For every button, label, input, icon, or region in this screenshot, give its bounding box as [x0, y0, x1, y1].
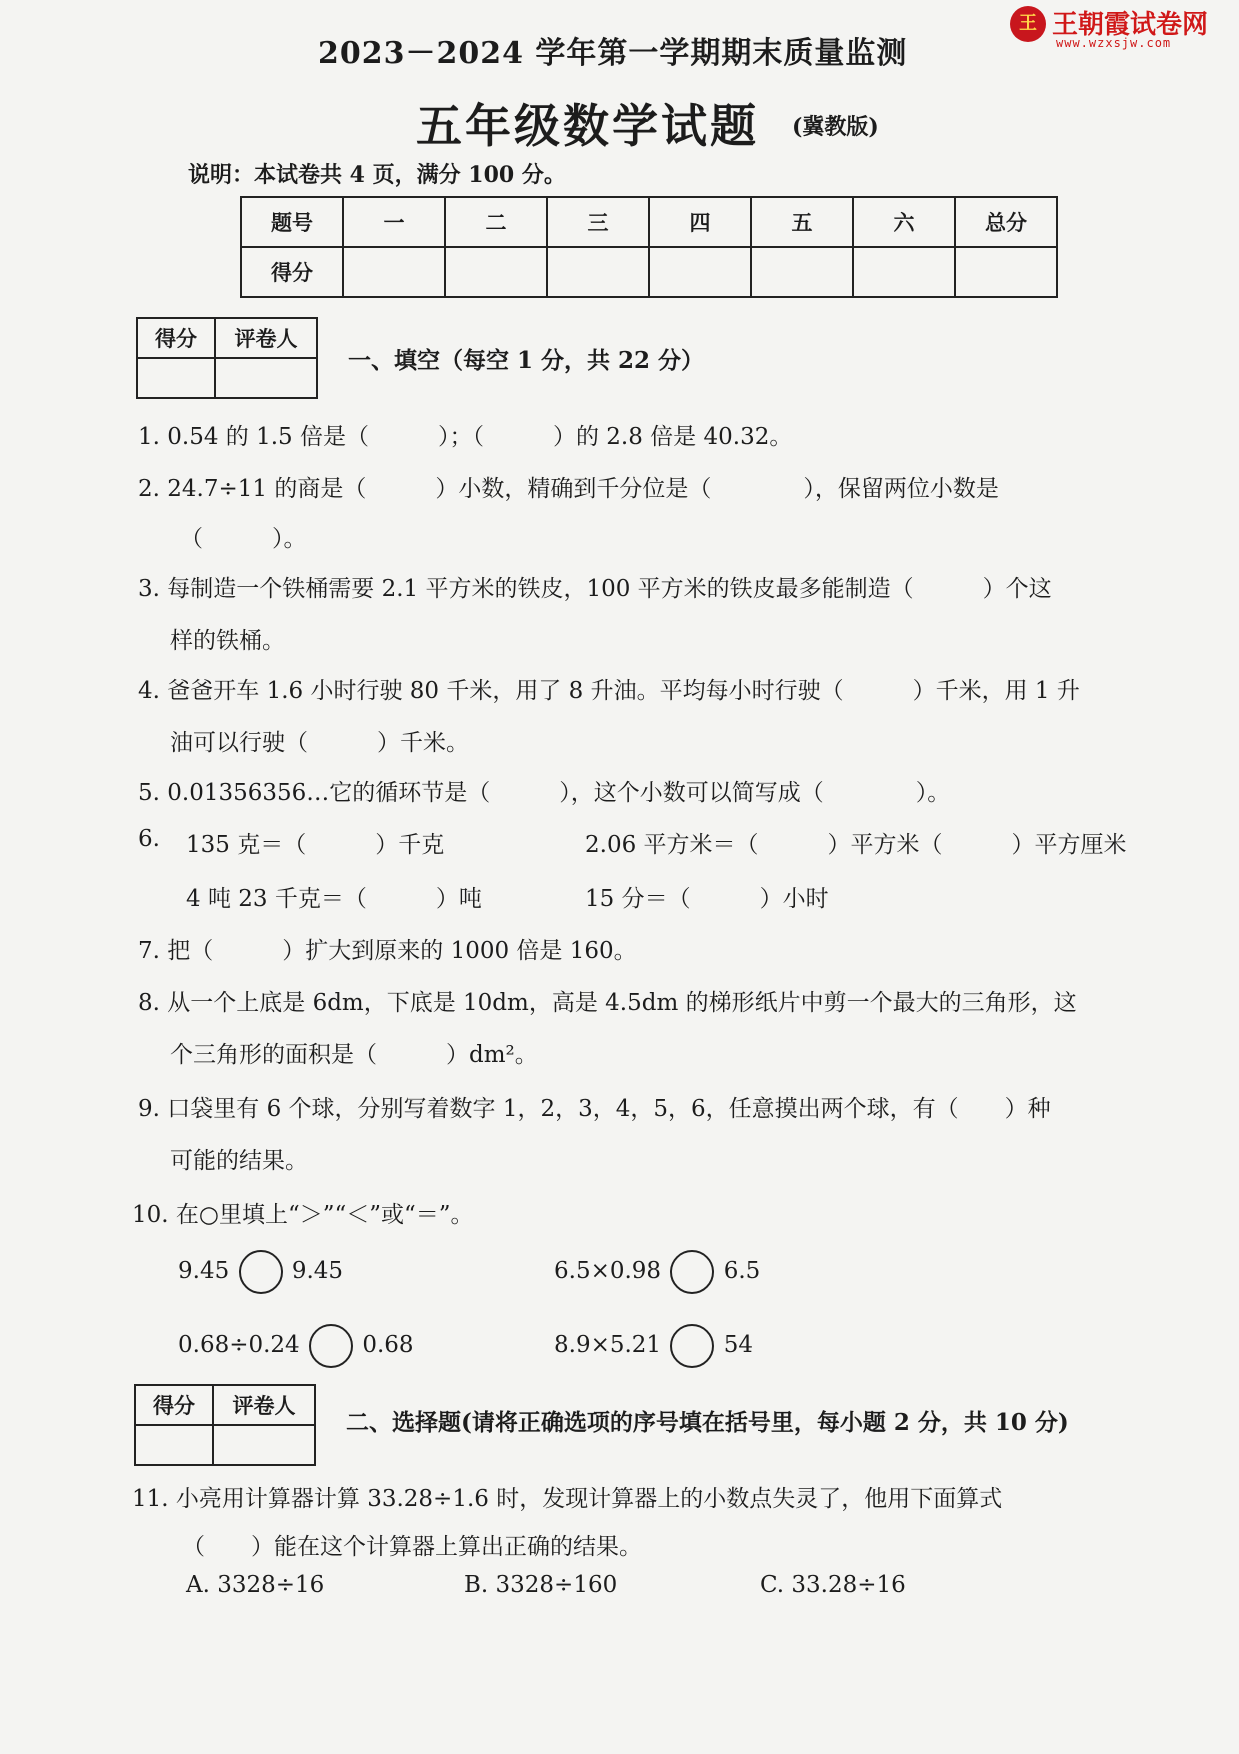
score-table-cell: 得分 [241, 247, 343, 297]
compare-row-3 [178, 1324, 414, 1368]
option-a: A. 3328÷16 [186, 1572, 325, 1598]
compare-row-4 [554, 1324, 753, 1368]
compare-circle-3[interactable] [309, 1324, 353, 1368]
question-1: 1. 0.54 的 1.5 倍是（ ）；（ ）的 2.8 倍是 40.32。 [138, 424, 793, 450]
question-9-line1: 9. 口袋里有 6 个球，分别写着数字 1，2，3，4，5，6，任意摸出两个球，有（ ）种 [138, 1096, 1051, 1122]
question-9-line2: 可能的结果。 [170, 1148, 308, 1174]
compare-circle-1[interactable] [239, 1250, 283, 1294]
grade-box-grader-entry[interactable] [213, 1425, 315, 1465]
grade-box-section1 [136, 317, 318, 399]
question-3-line1: 3. 每制造一个铁桶需要 2.1 平方米的铁皮，100 平方米的铁皮最多能制造（ ）个这 [138, 576, 1052, 602]
watermark-logo [1010, 4, 1232, 50]
score-table-cell: 三 [547, 197, 649, 247]
score-table-cell: 题号 [241, 197, 343, 247]
score-table-cell: 五 [751, 197, 853, 247]
option-c: C. 33.28÷16 [760, 1572, 906, 1598]
score-table-cell: 总分 [955, 197, 1057, 247]
grade-box-score-label: 得分 [137, 318, 215, 358]
watermark-name: 王朝霞试卷网 [1052, 10, 1209, 40]
question-10: 10. 在○里填上“＞”“＜”或“＝”。 [132, 1202, 474, 1228]
question-6a: 135 克＝（ ）千克 [186, 832, 445, 858]
option-b: B. 3328÷160 [464, 1572, 618, 1598]
exam-subtitle: 2023－2024 学年第一学期期末质量监测 [318, 36, 908, 71]
compare-1-left: 9.45 [178, 1258, 230, 1284]
question-8-line1: 8. 从一个上底是 6dm，下底是 10dm，高是 4.5dm 的梯形纸片中剪一个最大的三角形，这 [138, 990, 1077, 1016]
grade-box-score-entry[interactable] [137, 358, 215, 398]
watermark-url: www.wzxsjw.com [1056, 36, 1172, 50]
compare-4-left: 8.9×5.21 [554, 1332, 662, 1358]
section2-heading: 二、选择题(请将正确选项的序号填在括号里，每小题 2 分，共 10 分) [346, 1409, 1069, 1436]
score-table-cell: 六 [853, 197, 955, 247]
question-6-label: 6. [138, 826, 160, 852]
question-11-line2: （ ）能在这个计算器上算出正确的结果。 [182, 1534, 642, 1560]
exam-note: 说明：本试卷共 4 页，满分 100 分。 [188, 162, 566, 188]
section1-heading: 一、填空（每空 1 分，共 22 分） [348, 347, 705, 374]
score-entry-cell[interactable] [445, 247, 547, 297]
score-entry-cell[interactable] [547, 247, 649, 297]
compare-circle-2[interactable] [670, 1250, 714, 1294]
score-table-cell: 四 [649, 197, 751, 247]
compare-3-right: 0.68 [362, 1332, 414, 1358]
grade-box-grader-label: 评卷人 [215, 318, 317, 358]
compare-4-right: 54 [723, 1332, 753, 1358]
grade-box-score-entry[interactable] [135, 1425, 213, 1465]
question-7: 7. 把（ ）扩大到原来的 1000 倍是 160。 [138, 938, 637, 964]
score-entry-cell[interactable] [751, 247, 853, 297]
grade-box-section2 [134, 1384, 316, 1466]
question-6b: 2.06 平方米＝（ ）平方米（ ）平方厘米 [585, 832, 1127, 858]
exam-title: 五年级数学试题 [416, 99, 759, 153]
score-table [240, 196, 1058, 298]
score-table-cell: 二 [445, 197, 547, 247]
compare-2-right: 6.5 [723, 1258, 761, 1284]
question-6c: 4 吨 23 千克＝（ ）吨 [186, 886, 482, 912]
question-4-line1: 4. 爸爸开车 1.6 小时行驶 80 千米，用了 8 升油。平均每小时行驶（ ）千米，用 1 升 [138, 678, 1080, 704]
seal-icon: 王 [1010, 6, 1046, 42]
question-6d: 15 分＝（ ）小时 [585, 886, 829, 912]
question-2-line2: （ ）。 [180, 526, 307, 552]
grade-box-score-label: 得分 [135, 1385, 213, 1425]
compare-circle-4[interactable] [670, 1324, 714, 1368]
score-entry-cell[interactable] [853, 247, 955, 297]
question-3-line2: 样的铁桶。 [170, 628, 285, 654]
grade-box-grader-label: 评卷人 [213, 1385, 315, 1425]
edition-label: (冀教版) [792, 114, 879, 140]
question-5: 5. 0.01356356…它的循环节是（ ），这个小数可以简写成（ ）。 [138, 780, 951, 806]
compare-2-left: 6.5×0.98 [554, 1258, 662, 1284]
question-4-line2: 油可以行驶（ ）千米。 [170, 730, 469, 756]
score-entry-cell[interactable] [343, 247, 445, 297]
compare-row-1 [178, 1250, 343, 1294]
question-2-line1: 2. 24.7÷11 的商是（ ）小数，精确到千分位是（ ），保留两位小数是 [138, 476, 999, 502]
score-table-cell: 一 [343, 197, 445, 247]
compare-3-left: 0.68÷0.24 [178, 1332, 300, 1358]
score-entry-cell[interactable] [955, 247, 1057, 297]
grade-box-grader-entry[interactable] [215, 358, 317, 398]
compare-row-2 [554, 1250, 760, 1294]
question-11-line1: 11. 小亮用计算器计算 33.28÷1.6 时，发现计算器上的小数点失灵了，他用下面算式 [132, 1486, 1003, 1512]
question-8-line2: 个三角形的面积是（ ）dm²。 [170, 1042, 538, 1068]
score-entry-cell[interactable] [649, 247, 751, 297]
score-table-header-row [241, 197, 1057, 247]
compare-1-right: 9.45 [291, 1258, 344, 1284]
score-table-score-row [241, 247, 1057, 297]
